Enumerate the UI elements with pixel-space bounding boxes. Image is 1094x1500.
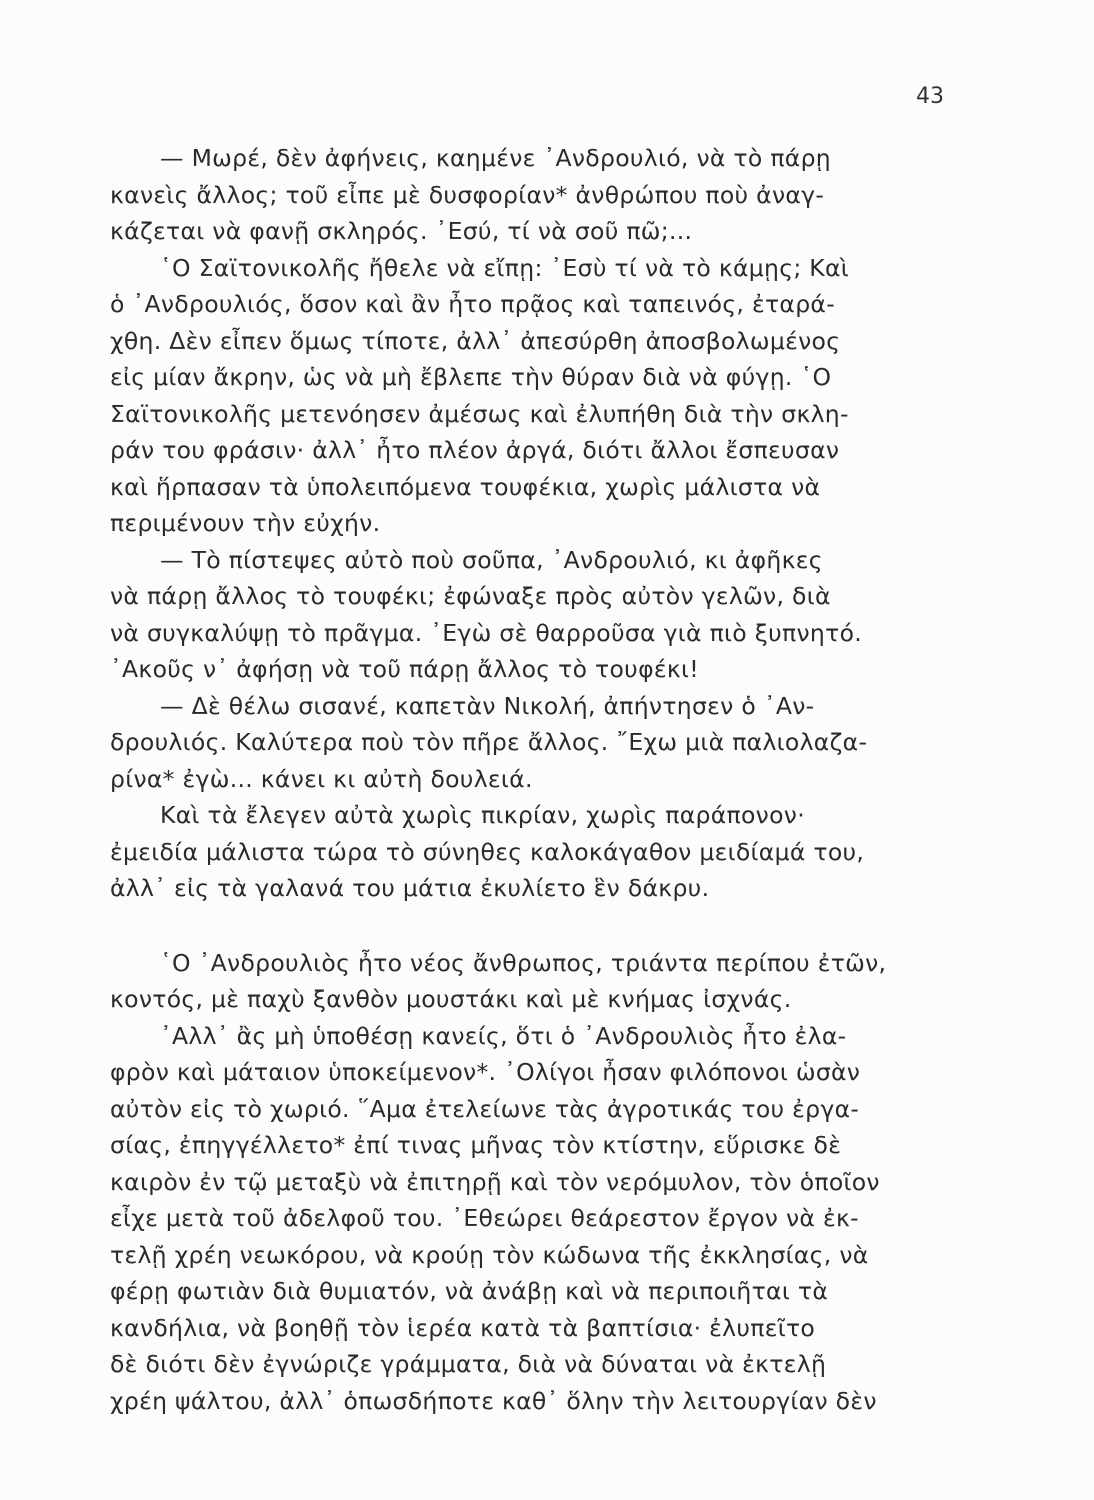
text-line: Σαϊτονικολῆς μετενόησεν ἀμέσως καὶ ἐλυπήθη διὰ τὴν σκλη- xyxy=(110,399,849,428)
text-line: αὐτὸν εἰς τὸ χωριό. ῞Αμα ἐτελείωνε τὰς ἀγροτικάς του ἐργα- xyxy=(110,1094,860,1123)
text-line: κοντός, μὲ παχὺ ξανθὸν μουστάκι καὶ μὲ κνήμας ἰσχνάς. xyxy=(110,985,792,1013)
text-line: — Τὸ πίστεψες αὐτὸ ποὺ σοῦπα, ᾽Ανδρουλιό, κι ἀφῆκες xyxy=(160,545,823,574)
text-line: κανδήλια, νὰ βοηθῇ τὸν ἱερέα κατὰ τὰ βαπτίσια· ἐλυπεῖτο xyxy=(110,1313,816,1342)
text-line: καὶ ἥρπασαν τὰ ὑπολειπόμενα τουφέκια, χωρὶς μάλιστα νὰ xyxy=(110,472,821,501)
text-line: ᾽Ακοῦς ν᾽ ἀφήσῃ νὰ τοῦ πάρῃ ἄλλος τὸ τουφέκι! xyxy=(110,655,699,683)
text-line: δρουλιός. Καλύτερα ποὺ τὸν πῆρε ἄλλος. ῎Εχω μιὰ παλιολαζα- xyxy=(110,728,868,756)
text-line: ὁ ᾽Ανδρουλιός, ὅσον καὶ ἂν ἦτο πρᾷος καὶ ταπεινός, ἐταρά- xyxy=(110,290,835,318)
text-line: καιρὸν ἐν τῷ μεταξὺ νὰ ἐπιτηρῇ καὶ τὸν νερόμυλον, τὸν ὁποῖον xyxy=(110,1167,880,1196)
text-line: νὰ συγκαλύψῃ τὸ πρᾶγμα. ᾽Εγὼ σὲ θαρροῦσα γιὰ πιὸ ξυπνητό. xyxy=(110,618,863,647)
page-number: 43 xyxy=(916,84,944,109)
text-line: χθη. Δὲν εἶπεν ὅμως τίποτε, ἀλλ᾽ ἀπεσύρθη ἀποσβολωμένος xyxy=(110,326,841,355)
text-line: ράν του φράσιν· ἀλλ᾽ ἦτο πλέον ἀργά, διότι ἄλλοι ἔσπευσαν xyxy=(110,436,840,464)
text-line: ἀλλ᾽ εἰς τὰ γαλανά του μάτια ἐκυλίετο ἓν δάκρυ. xyxy=(110,874,710,902)
text-line: ρίνα* ἐγὼ... κάνει κι αὐτὴ δουλειά. xyxy=(110,764,533,793)
text-line: ῾Ο ᾽Ανδρουλιὸς ἦτο νέος ἄνθρωπος, τριάντα περίπου ἐτῶν, xyxy=(160,948,887,977)
text-line: κανεὶς ἄλλος; τοῦ εἶπε μὲ δυσφορίαν* ἀνθρώπου ποὺ ἀναγ- xyxy=(110,180,825,209)
text-line: ᾽Αλλ᾽ ἂς μὴ ὑποθέσῃ κανείς, ὅτι ὁ ᾽Ανδρουλιὸς ἦτο ἐλα- xyxy=(160,1021,847,1050)
text-line: ῾Ο Σαϊτονικολῆς ἤθελε νὰ εἴπῃ: ᾽Εσὺ τί νὰ τὸ κάμῃς; Καὶ xyxy=(160,253,850,282)
text-line: ἐμειδία μάλιστα τώρα τὸ σύνηθες καλοκάγαθον μειδίαμά του, xyxy=(110,837,865,866)
text-line: εἶχε μετὰ τοῦ ἀδελφοῦ του. ᾽Εθεώρει θεάρεστον ἔργον νὰ ἐκ- xyxy=(110,1204,859,1232)
paragraph-gap xyxy=(110,907,960,945)
text-line: νὰ πάρῃ ἄλλος τὸ τουφέκι; ἐφώναξε πρὸς αὐτὸν γελῶν, διὰ xyxy=(110,582,831,610)
text-line: χρέη ψάλτου, ἀλλ᾽ ὁπωσδήποτε καθ᾽ ὅλην τὴν λειτουργίαν δὲν xyxy=(110,1386,877,1415)
text-line: φρὸν καὶ μάταιον ὑποκείμενον*. ᾽Ολίγοι ἦσαν φιλόπονοι ὡσὰν xyxy=(110,1058,861,1086)
text-line: κάζεται νὰ φανῇ σκληρός. ᾽Εσύ, τί νὰ σοῦ πῶ;... xyxy=(110,217,693,245)
text-line: τελῇ χρέη νεωκόρου, νὰ κρούῃ τὸν κώδωνα τῆς ἐκκλησίας, νὰ xyxy=(110,1240,869,1269)
text-line: εἰς μίαν ἄκρην, ὡς νὰ μὴ ἔβλεπε τὴν θύραν διὰ νὰ φύγῃ. ῾Ο xyxy=(110,363,832,391)
text-line: — Δὲ θέλω σισανέ, καπετὰν Νικολή, ἀπήντησεν ὁ ᾽Αν- xyxy=(160,691,815,720)
text-line: φέρῃ φωτιὰν διὰ θυμιατόν, νὰ ἀνάβῃ καὶ νὰ περιποιῆται τὰ xyxy=(110,1277,829,1305)
body-text xyxy=(110,140,960,1419)
text-line: δὲ διότι δὲν ἐγνώριζε γράμματα, διὰ νὰ δύναται νὰ ἐκτελῇ xyxy=(110,1350,827,1378)
text-line: σίας, ἐπηγγέλλετο* ἐπί τινας μῆνας τὸν κτίστην, εὕρισκε δὲ xyxy=(110,1131,842,1159)
text-line: — Μωρέ, δὲν ἀφήνεις, καημένε ᾽Ανδρουλιό, νὰ τὸ πάρῃ xyxy=(160,144,831,172)
text-line: Καὶ τὰ ἔλεγεν αὐτὰ χωρὶς πικρίαν, χωρὶς παράπονον· xyxy=(160,801,805,829)
text-line: περιμένουν τὴν εὐχήν. xyxy=(110,509,381,537)
